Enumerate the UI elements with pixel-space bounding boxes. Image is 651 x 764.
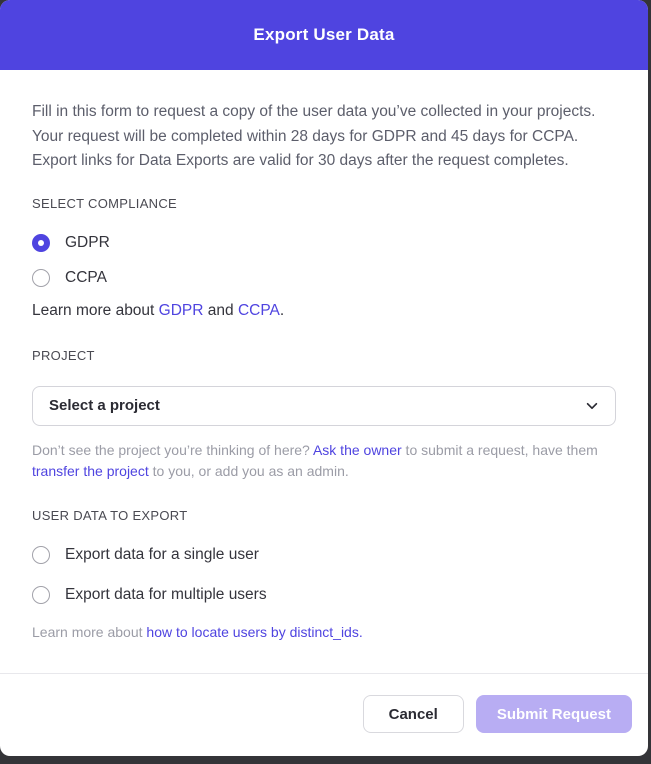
compliance-learn-more-suffix: . bbox=[279, 301, 285, 319]
radio-option-single-user[interactable] bbox=[32, 546, 616, 564]
modal-header bbox=[0, 0, 648, 70]
user-data-section-label: USER DATA TO EXPORT bbox=[32, 507, 188, 523]
ccpa-link[interactable]: CCPA bbox=[237, 301, 280, 319]
radio-ccpa[interactable] bbox=[32, 269, 50, 287]
radio-option-gdpr[interactable] bbox=[32, 234, 616, 252]
user-data-learn-more bbox=[32, 622, 616, 642]
ask-the-owner-link[interactable]: Ask the owner bbox=[312, 441, 402, 458]
user-data-learn-more-prefix: Learn more about bbox=[32, 623, 147, 640]
chevron-down-icon bbox=[585, 399, 599, 413]
compliance-learn-more bbox=[32, 300, 616, 322]
modal-body bbox=[0, 70, 648, 673]
radio-option-ccpa[interactable] bbox=[32, 269, 616, 287]
gdpr-link[interactable]: GDPR bbox=[158, 301, 204, 319]
modal-title: Export User Data bbox=[253, 25, 395, 44]
radio-single-user-label: Export data for a single user bbox=[65, 545, 259, 563]
radio-option-multiple-users[interactable] bbox=[32, 586, 616, 604]
radio-single-user[interactable] bbox=[32, 546, 50, 564]
cancel-button[interactable]: Cancel bbox=[363, 695, 464, 733]
distinct-ids-link[interactable]: how to locate users by distinct_ids. bbox=[146, 623, 363, 640]
radio-multiple-users-label: Export data for multiple users bbox=[65, 585, 267, 603]
project-helper-part2: to submit a request, have them bbox=[401, 441, 598, 458]
submit-request-button[interactable]: Submit Request bbox=[476, 695, 632, 733]
intro-text: Fill in this form to request a copy of the user data you’ve collected in your projects. Your request will be completed within 28 days for GDPR and 45 days for CCPA. Export links for Data Exports are valid for 30 days after the request completes. bbox=[32, 103, 596, 169]
compliance-section-label: SELECT COMPLIANCE bbox=[32, 195, 178, 211]
radio-gdpr-selected[interactable] bbox=[32, 234, 50, 252]
project-helper-part1: Don’t see the project you’re thinking of here? bbox=[32, 441, 313, 458]
project-select-value: Select a project bbox=[49, 397, 160, 414]
project-select[interactable] bbox=[32, 386, 616, 426]
radio-ccpa-label: CCPA bbox=[65, 268, 107, 286]
project-section-label: PROJECT bbox=[32, 347, 95, 363]
radio-multiple-users[interactable] bbox=[32, 586, 50, 604]
transfer-the-project-link[interactable]: transfer the project bbox=[32, 463, 149, 479]
project-helper-part3: to you, or add you as an admin. bbox=[148, 463, 349, 479]
project-helper-text bbox=[32, 440, 616, 483]
compliance-learn-more-middle: and bbox=[203, 301, 238, 319]
modal-footer bbox=[0, 673, 648, 756]
radio-gdpr-label: GDPR bbox=[65, 233, 110, 251]
compliance-learn-more-prefix: Learn more about bbox=[32, 301, 159, 319]
